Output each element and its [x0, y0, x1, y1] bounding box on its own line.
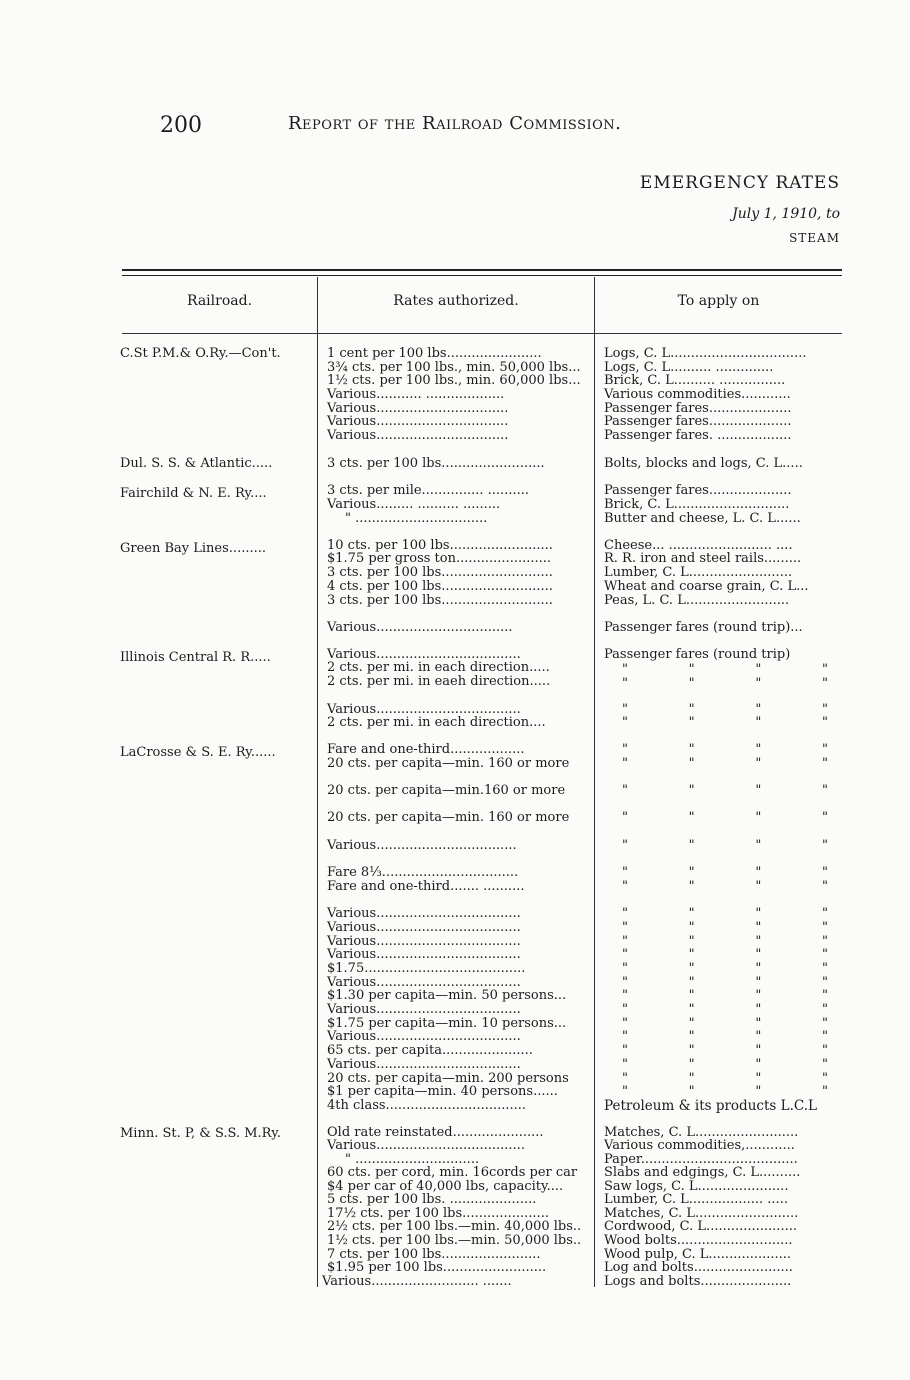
rate-line: Old rate reinstated......................: [327, 1125, 544, 1140]
ditto-row: " " " ": [622, 1016, 828, 1031]
column-divider: [317, 277, 318, 1287]
apply-line: Passenger fares (round trip): [604, 647, 791, 662]
rate-line: Various...................................: [327, 1002, 521, 1017]
apply-line: Paper......................................: [604, 1152, 798, 1167]
rate-line: Various........... ...................: [327, 387, 505, 402]
ditto-row: " " " ": [622, 1071, 828, 1086]
rate-line: Various...................................: [327, 1029, 521, 1044]
railroad-name: Minn. St. P, & S.S. M.Ry.: [120, 1126, 281, 1141]
section-title: EMERGENCY RATES: [639, 173, 840, 193]
ditto-row: " " " ": [622, 783, 828, 798]
apply-line: Cordwood, C. L......................: [604, 1219, 797, 1234]
apply-line: Passenger fares....................: [604, 483, 792, 498]
rate-line: 7 cts. per 100 lbs........................: [327, 1247, 541, 1262]
rate-line: Various....................................: [327, 1138, 525, 1153]
rate-line: 3¾ cts. per 100 lbs., min. 50,000 lbs...: [327, 360, 581, 375]
railroad-name: LaCrosse & S. E. Ry......: [120, 745, 276, 760]
apply-line: Various commodities............: [604, 387, 791, 402]
railroad-name: Illinois Central R. R.....: [120, 650, 271, 665]
apply-line: Logs, C. L.................................: [604, 346, 807, 361]
railroad-name: Green Bay Lines.........: [120, 541, 266, 556]
apply-line: Brick, C. L.......... ................: [604, 373, 786, 388]
apply-line: Matches, C. L.........................: [604, 1125, 799, 1140]
rate-line: Various...................................: [327, 947, 521, 962]
apply-line: Saw logs, C. L......................: [604, 1179, 789, 1194]
rate-line: $1.30 per capita—min. 50 persons...: [327, 988, 567, 1003]
apply-line: Lumber, C. L.........................: [604, 565, 793, 580]
apply-line: Wheat and coarse grain, C. L...: [604, 579, 809, 594]
column-divider: [594, 277, 595, 1287]
rate-line: 10 cts. per 100 lbs.........................: [327, 538, 553, 553]
apply-line: Lumber, C. L.................. .....: [604, 1192, 788, 1207]
rate-line: 3 cts. per 100 lbs...........................: [327, 565, 553, 580]
ditto-row: " " " ": [622, 1002, 828, 1017]
ditto-row: " " " ": [622, 947, 828, 962]
apply-line: Passenger fares (round trip)...: [604, 620, 803, 635]
rate-line: Various...................................: [327, 920, 521, 935]
railroad-name: Fairchild & N. E. Ry....: [120, 486, 267, 501]
rate-line: 5 cts. per 100 lbs. .....................: [327, 1192, 537, 1207]
rate-line: Fare and one-third....... ..........: [327, 879, 525, 894]
rate-line: Various...................................: [327, 975, 521, 990]
rate-line: Various...................................: [327, 647, 521, 662]
ditto-row: " " " ": [622, 702, 828, 717]
header-rule: [122, 333, 842, 334]
rate-line: 4 cts. per 100 lbs...........................: [327, 579, 553, 594]
rate-line: 2 cts. per mi. in each direction.....: [327, 660, 550, 675]
rate-line: Various..................................: [327, 838, 517, 853]
apply-line: Passenger fares....................: [604, 414, 792, 429]
ditto-row: " " " ": [622, 975, 828, 990]
date-line: July 1, 1910, to: [732, 206, 840, 222]
ditto-row: " " " ": [622, 934, 828, 949]
rate-line: $1.95 per 100 lbs.........................: [327, 1260, 547, 1275]
apply-line: Cheese... ......................... ....: [604, 538, 793, 553]
ditto-row: " " " ": [622, 662, 828, 677]
rate-line: 65 cts. per capita......................: [327, 1043, 533, 1058]
ditto-row: " " " ": [622, 1084, 828, 1099]
rate-line: 20 cts. per capita—min. 160 or more: [327, 756, 570, 771]
ditto-row: " " " ": [622, 838, 828, 853]
apply-line: Passenger fares. ..................: [604, 428, 792, 443]
apply-line: Various commodities,............: [604, 1138, 795, 1153]
rate-line: 4th class..................................: [327, 1098, 527, 1113]
rate-line: $4 per car of 40,000 lbs, capacity....: [327, 1179, 564, 1194]
rate-line: 2 cts. per mi. in each direction....: [327, 715, 546, 730]
ditto-row: " " " ": [622, 1029, 828, 1044]
rate-line: Various................................: [327, 428, 509, 443]
rate-line: $1.75 per capita—min. 10 persons...: [327, 1016, 567, 1031]
rate-line: Various...................................: [327, 934, 521, 949]
rate-line: $1 per capita—min. 40 persons......: [327, 1084, 558, 1099]
rate-line: $1.75.......................................: [327, 961, 526, 976]
apply-line: Peas, L. C. L.........................: [604, 593, 790, 608]
rate-line: Various...................................: [327, 702, 521, 717]
apply-line: R. R. iron and steel rails.........: [604, 551, 802, 566]
rate-line: 1 cent per 100 lbs.......................: [327, 346, 542, 361]
rate-line: 60 cts. per cord, min. 16cords per car: [327, 1165, 578, 1180]
column-header-railroad: Railroad.: [186, 293, 253, 309]
column-header-rates: Rates authorized.: [393, 293, 519, 309]
ditto-row: " " " ": [622, 756, 828, 771]
ditto-row: " " " ": [622, 715, 828, 730]
top-rule-thin: [122, 275, 842, 276]
apply-line: Passenger fares....................: [604, 401, 792, 416]
rate-line: Various...................................: [327, 1057, 521, 1072]
rate-line: 20 cts. per capita—min. 160 or more: [327, 810, 570, 825]
ditto-row: " " " ": [622, 676, 828, 691]
apply-line: Logs and bolts......................: [604, 1274, 792, 1289]
ditto-row: " " " ": [622, 988, 828, 1003]
ditto-row: " " " ": [622, 1043, 828, 1058]
apply-line: Wood bolts............................: [604, 1233, 793, 1248]
rate-line: Fare 8⅓.................................: [327, 865, 519, 880]
ditto-row: " " " ": [622, 742, 828, 757]
apply-line: Brick, C. L............................: [604, 497, 790, 512]
steam-subheading: STEAM: [789, 231, 840, 245]
rate-line: 1½ cts. per 100 lbs.—min. 50,000 lbs..: [327, 1233, 582, 1248]
rate-line: 3 cts. per 100 lbs...........................: [327, 593, 553, 608]
apply-line: Log and bolts........................: [604, 1260, 793, 1275]
ditto-row: " " " ": [622, 865, 828, 880]
rate-line: Various......... .......... .........: [327, 497, 501, 512]
running-head: Report of the Railroad Commission.: [288, 113, 622, 134]
rate-line: 2½ cts. per 100 lbs.—min. 40,000 lbs..: [327, 1219, 582, 1234]
rate-line: 3 cts. per 100 lbs.........................: [327, 456, 545, 471]
apply-line: Slabs and edgings, C. L..........: [604, 1165, 801, 1180]
apply-line: Logs, C. L.......... ..............: [604, 360, 774, 375]
ditto-row: " " " ": [622, 961, 828, 976]
rate-line: Various................................: [327, 401, 509, 416]
ditto-row: " " " ": [622, 906, 828, 921]
ditto-row: " " " ": [622, 879, 828, 894]
apply-line: Butter and cheese, L. C. L......: [604, 511, 801, 526]
apply-line: Wood pulp, C. L....................: [604, 1247, 792, 1262]
apply-line: Petroleum & its products L.C.L: [604, 1098, 817, 1114]
rate-line: 2 cts. per mi. in eaeh direction.....: [327, 674, 551, 689]
apply-line: Matches, C. L.........................: [604, 1206, 799, 1221]
page-number: 200: [160, 113, 202, 138]
rate-line: Various.......................... .......: [322, 1274, 512, 1289]
rate-line: $1.75 per gross ton.......................: [327, 551, 552, 566]
rate-line: Various................................: [327, 414, 509, 429]
rate-line: 20 cts. per capita—min.160 or more: [327, 783, 566, 798]
ditto-row: " " " ": [622, 920, 828, 935]
rate-line: 17½ cts. per 100 lbs.....................: [327, 1206, 549, 1221]
rate-line: Various.................................: [327, 620, 513, 635]
rate-line: 3 cts. per mile............... ..........: [327, 483, 529, 498]
rate-line: 1½ cts. per 100 lbs., min. 60,000 lbs...: [327, 373, 581, 388]
railroad-name: Dul. S. S. & Atlantic.....: [120, 456, 273, 471]
rate-line: 20 cts. per capita—min. 200 persons: [327, 1071, 569, 1086]
railroad-name: C.St P.M.& O.Ry.—Con't.: [120, 346, 281, 361]
ditto-row: " " " ": [622, 810, 828, 825]
rate-line: " ..............................: [345, 1152, 480, 1167]
rate-line: Fare and one-third..................: [327, 742, 525, 757]
ditto-row: " " " ": [622, 1057, 828, 1072]
rate-line: Various...................................: [327, 906, 521, 921]
top-rule: [122, 269, 842, 271]
rate-line: " ................................: [345, 511, 488, 526]
apply-line: Bolts, blocks and logs, C. L.....: [604, 456, 803, 471]
column-header-apply: To apply on: [677, 293, 760, 309]
